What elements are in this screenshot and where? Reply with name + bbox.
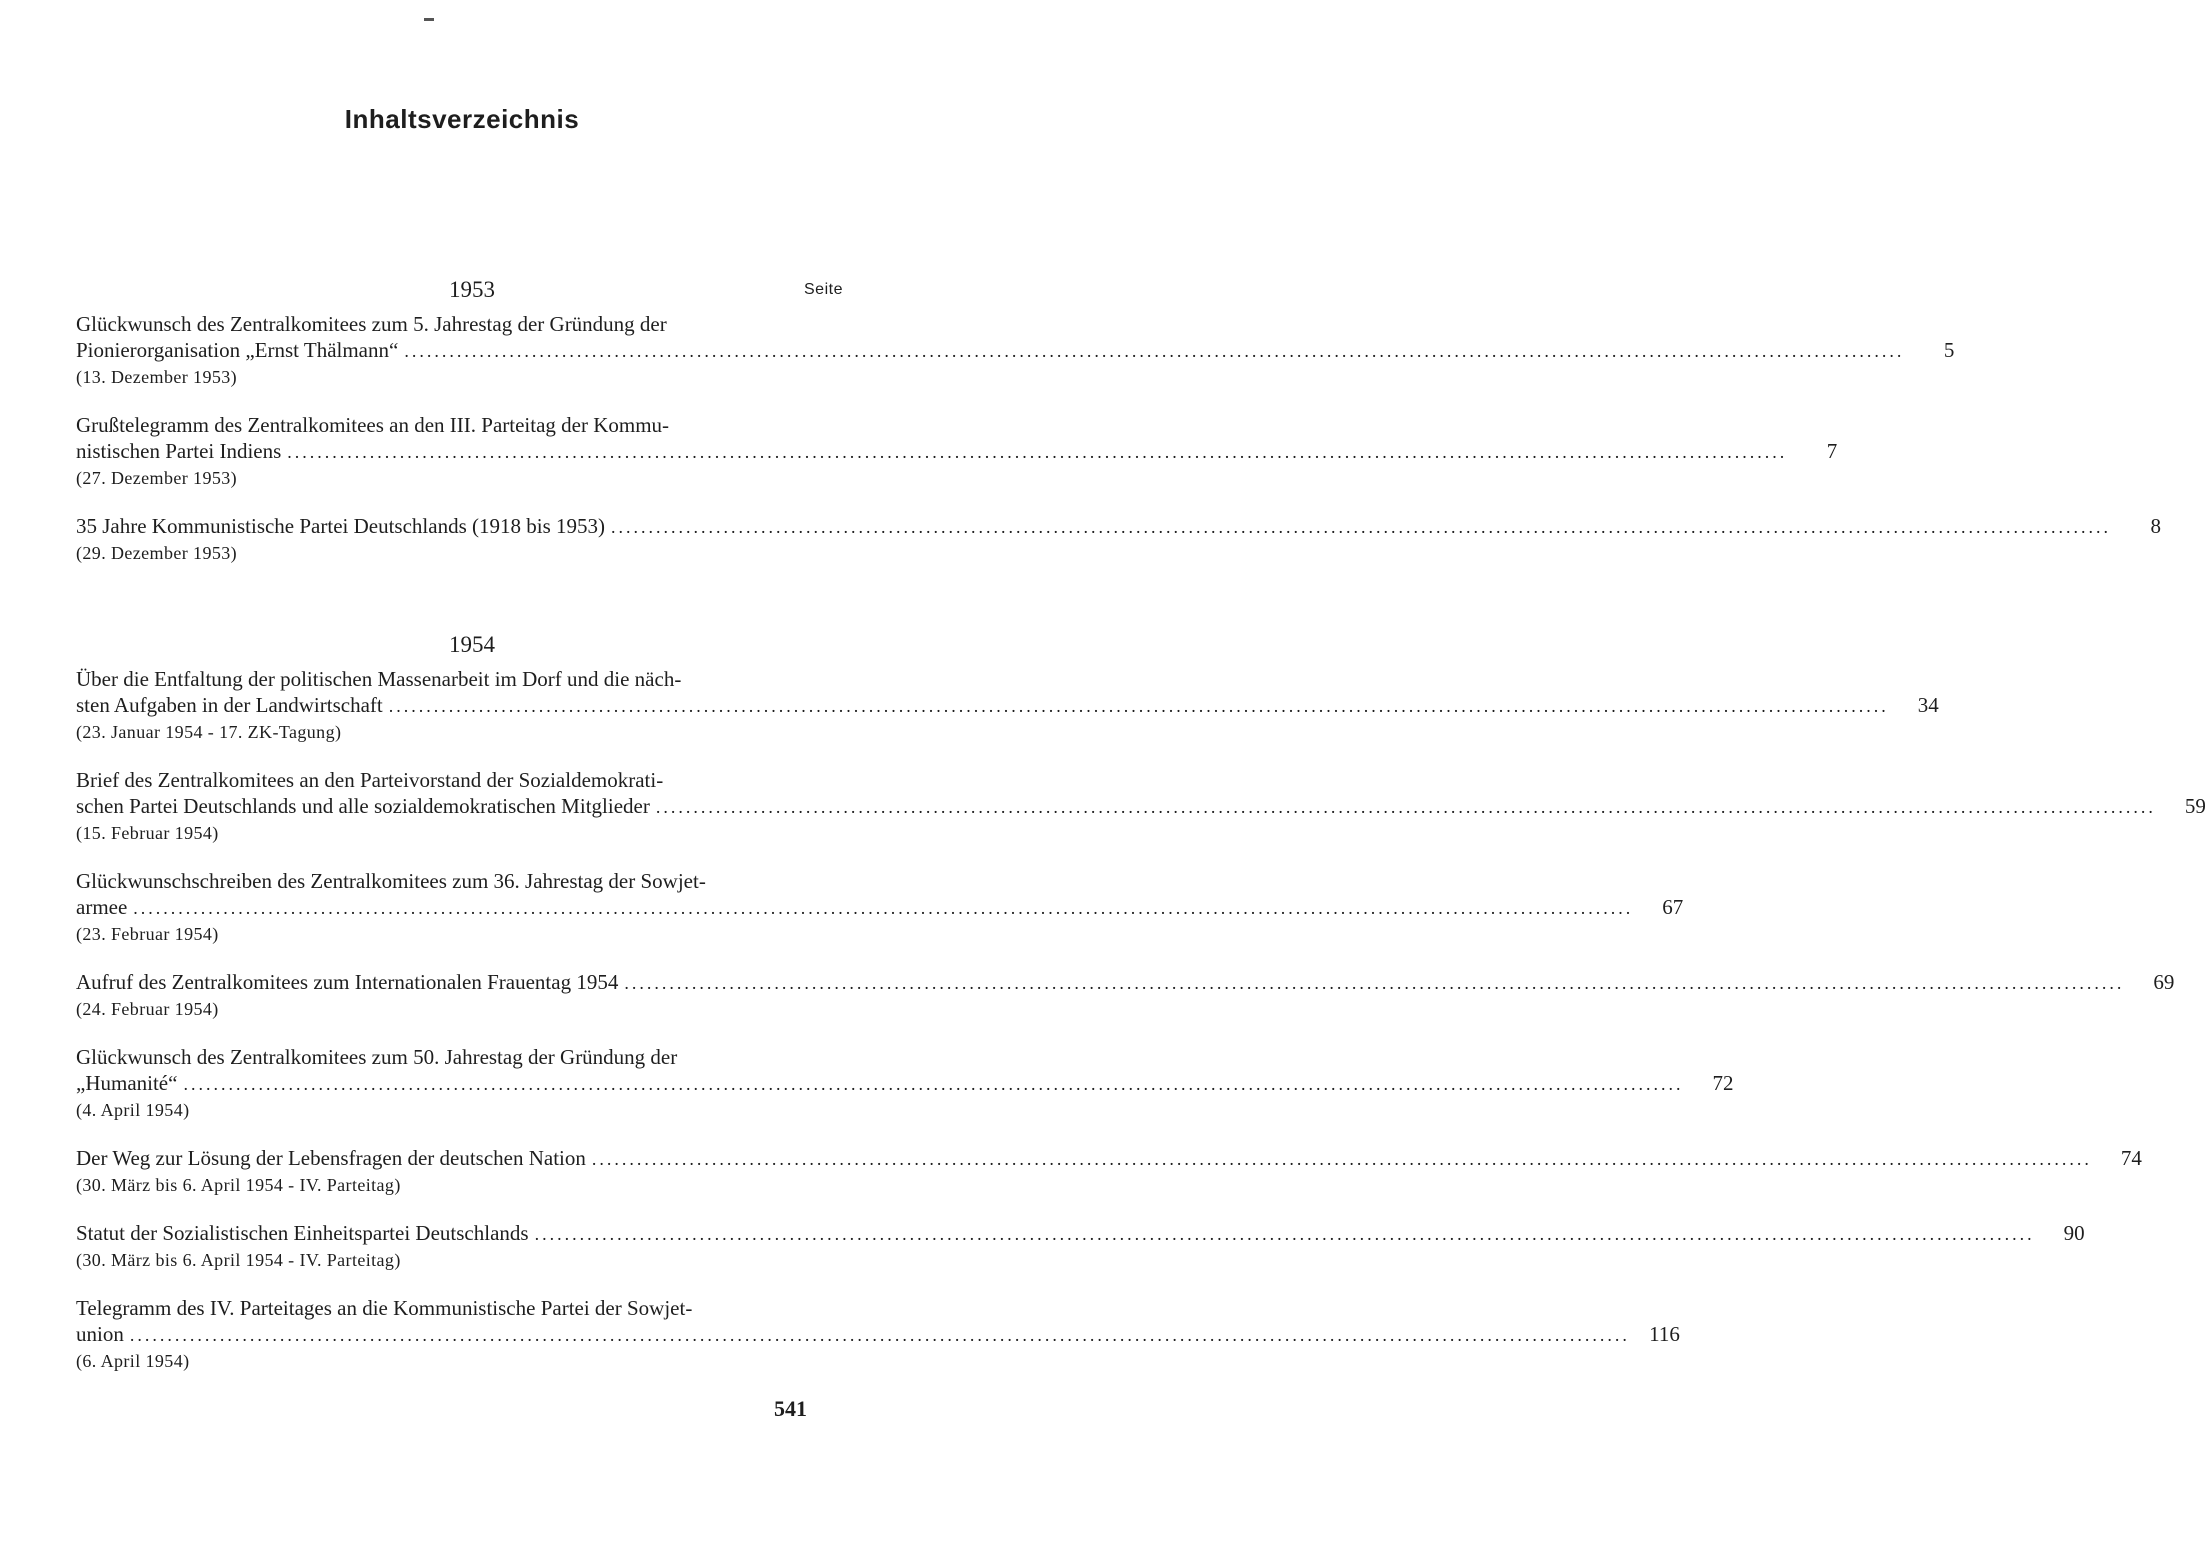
toc-entry[interactable] — [76, 868, 1684, 947]
toc-entry[interactable] — [76, 1220, 2085, 1273]
dot-leader: ........................................................................................................................................................................................................ — [404, 341, 1905, 361]
toc-entry-page-number[interactable]: 34 — [1917, 693, 1939, 717]
section-year: 1954 — [449, 632, 495, 657]
toc-entry-page-number[interactable]: 7 — [1826, 439, 1838, 463]
toc-entry-title-line: Glückwunsch des Zentralkomitees zum 5. Jahrestag der Gründung der — [76, 312, 667, 336]
toc-entry-title-last-line: Statut der Sozialistischen Einheitspartei Deutschlands — [76, 1221, 529, 1245]
dot-leader: ........................................................................................................................................................................................................ — [287, 442, 1788, 462]
page-number: 541 — [774, 1396, 807, 1421]
toc-entry-date: (6. April 1954) — [76, 1351, 190, 1371]
toc-entry-leader-line — [76, 438, 1838, 465]
toc-entry[interactable] — [76, 1295, 1680, 1374]
toc-entry-title-last-line: sten Aufgaben in der Landwirtschaft — [76, 693, 383, 717]
toc-entry-leader-line — [76, 337, 1955, 364]
dot-leader: ........................................................................................................................................................................................................ — [591, 1149, 2092, 1169]
section-1954 — [76, 632, 2206, 1396]
toc-entry-page-number[interactable]: 59 — [2184, 794, 2206, 818]
section-1953 — [76, 277, 2161, 588]
toc-entry-date: (15. Februar 1954) — [76, 823, 219, 843]
toc-entry-page-number[interactable]: 74 — [2120, 1146, 2142, 1170]
toc-entry-leader-line — [76, 1321, 1680, 1348]
toc-entry-title-last-line: union — [76, 1322, 124, 1346]
toc-entry-title-last-line: nistischen Partei Indiens — [76, 439, 282, 463]
dot-leader: ........................................................................................................................................................................................................ — [388, 696, 1889, 716]
print-mark — [424, 18, 434, 21]
toc-entry[interactable] — [76, 1145, 2142, 1198]
dot-leader: ........................................................................................................................................................................................................ — [534, 1224, 2035, 1244]
section-year: 1953 — [449, 277, 495, 302]
toc-entry-date: (4. April 1954) — [76, 1100, 190, 1120]
toc-entry-title-line: Grußtelegramm des Zentralkomitees an den III. Parteitag der Kommu- — [76, 413, 670, 437]
toc-entry-date: (24. Februar 1954) — [76, 999, 219, 1019]
toc-entry-page-number[interactable]: 5 — [1943, 338, 1955, 362]
toc-entry-title-last-line: „Humanité“ — [76, 1071, 178, 1095]
toc-entry[interactable] — [76, 311, 1955, 390]
toc-entry[interactable] — [76, 969, 2175, 1022]
toc-entry-page-number[interactable]: 116 — [1649, 1322, 1680, 1346]
toc-entry-date: (23. Januar 1954 - 17. ZK-Tagung) — [76, 722, 342, 742]
toc-entry-title-line: Telegramm des IV. Parteitages an die Kommunistische Partei der Sowjet- — [76, 1296, 693, 1320]
toc-entry-title-line: Glückwunschschreiben des Zentralkomitees zum 36. Jahrestag der Sowjet- — [76, 869, 706, 893]
toc-entry-leader-line — [76, 513, 2161, 540]
toc-entry-title-line: Glückwunsch des Zentralkomitees zum 50. Jahrestag der Gründung der — [76, 1045, 678, 1069]
toc-entry-date: (29. Dezember 1953) — [76, 543, 238, 563]
toc-entry-page-number[interactable]: 8 — [2150, 514, 2161, 538]
dot-leader: ........................................................................................................................................................................................................ — [129, 1325, 1630, 1345]
dot-leader: ........................................................................................................................................................................................................ — [611, 517, 2111, 537]
toc-entry-title-line: Brief des Zentralkomitees an den Parteivorstand der Sozialdemokrati- — [76, 768, 664, 792]
toc-entry-leader-line — [76, 894, 1684, 921]
toc-entry-leader-line — [76, 969, 2175, 996]
dot-leader: ........................................................................................................................................................................................................ — [133, 898, 1634, 918]
toc-entry-title-last-line: 35 Jahre Kommunistische Partei Deutschlands (1918 bis 1953) — [76, 514, 605, 538]
toc-entry[interactable] — [76, 767, 2206, 846]
toc-entry-leader-line — [76, 692, 1939, 719]
toc-entry-title-last-line: schen Partei Deutschlands und alle sozialdemokratischen Mitglieder — [76, 794, 650, 818]
toc-entry[interactable] — [76, 412, 1838, 491]
toc-entry-leader-line — [76, 1220, 2085, 1247]
toc-entry-title-last-line: Aufruf des Zentralkomitees zum Internationalen Frauentag 1954 — [76, 970, 619, 994]
seite-column-label: Seite — [804, 281, 843, 298]
toc-entry-title-last-line: Der Weg zur Lösung der Lebensfragen der deutschen Nation — [76, 1146, 586, 1170]
toc-entry-page-number[interactable]: 90 — [2063, 1221, 2085, 1245]
toc-entry-page-number[interactable]: 72 — [1712, 1071, 1734, 1095]
toc-entry-title-last-line: Pionierorganisation „Ernst Thälmann“ — [76, 338, 399, 362]
page-title: Inhaltsverzeichnis — [344, 104, 580, 134]
toc-entry-date: (13. Dezember 1953) — [76, 367, 238, 387]
toc-entry[interactable] — [76, 513, 2161, 566]
toc-entry-page-number[interactable]: 69 — [2153, 970, 2175, 994]
dot-leader: ........................................................................................................................................................................................................ — [183, 1074, 1684, 1094]
dot-leader: ........................................................................................................................................................................................................ — [655, 797, 2156, 817]
toc-entry-date: (30. März bis 6. April 1954 - IV. Parteitag) — [76, 1250, 401, 1270]
toc-entry[interactable] — [76, 1044, 1734, 1123]
toc-entry-date: (27. Dezember 1953) — [76, 468, 238, 488]
toc-entry-leader-line — [76, 1070, 1734, 1097]
toc-entry[interactable] — [76, 666, 1939, 745]
toc-entry-page-number[interactable]: 67 — [1662, 895, 1684, 919]
toc-entry-title-last-line: armee — [76, 895, 128, 919]
toc-entry-date: (30. März bis 6. April 1954 - IV. Parteitag) — [76, 1175, 401, 1195]
toc-entry-leader-line — [76, 793, 2206, 820]
toc-entry-title-line: Über die Entfaltung der politischen Massenarbeit im Dorf und die näch- — [76, 667, 682, 691]
toc-entry-date: (23. Februar 1954) — [76, 924, 219, 944]
toc-entry-leader-line — [76, 1145, 2142, 1172]
dot-leader: ........................................................................................................................................................................................................ — [624, 973, 2125, 993]
